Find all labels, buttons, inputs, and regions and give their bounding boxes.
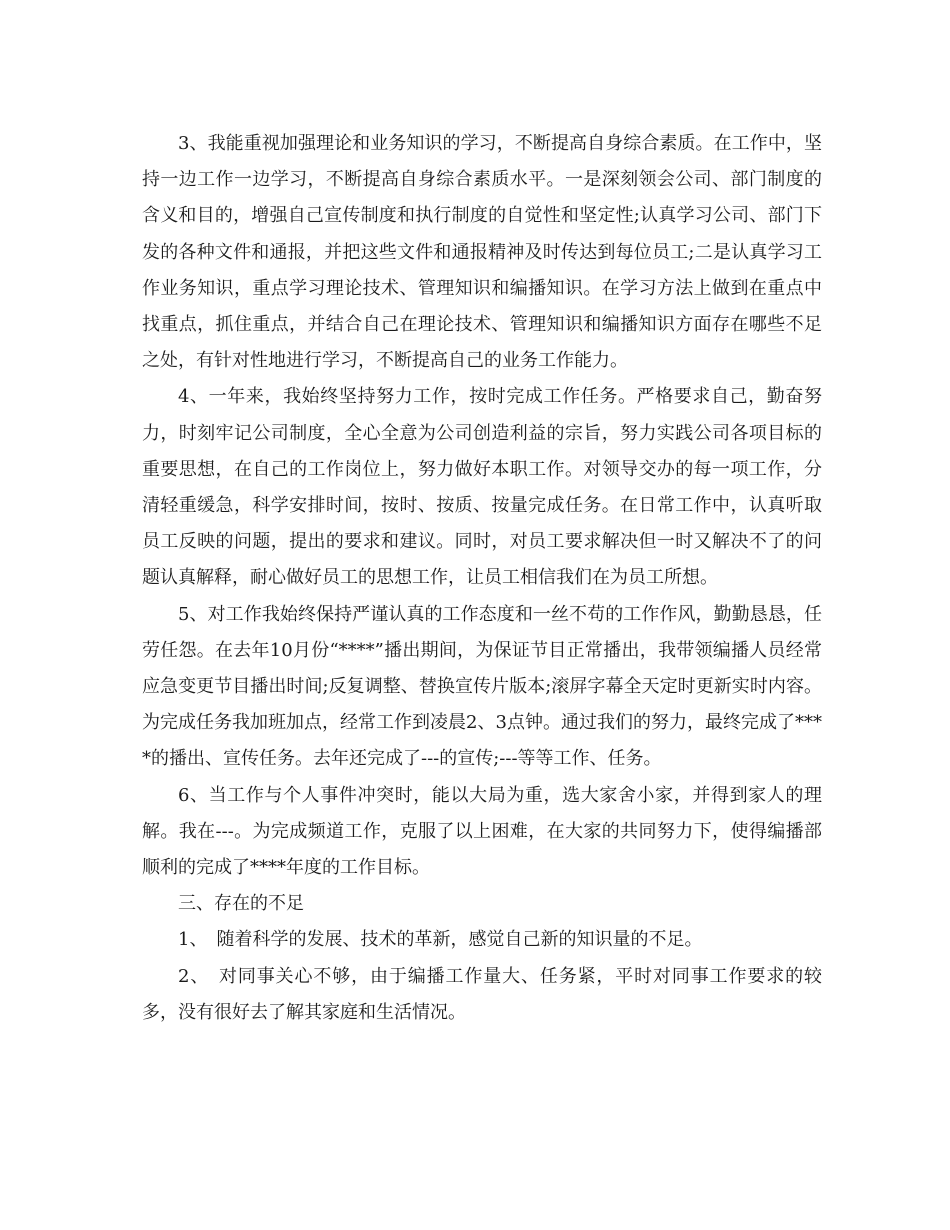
shortcoming-item-2: 2、 对同事关心不够，由于编播工作量大、任务紧，平时对同事工作要求的较多，没有很好去了解其家庭和生活情况。 bbox=[142, 965, 822, 1023]
document-body bbox=[142, 126, 822, 1031]
paragraph-priorities: 6、当工作与个人事件冲突时，能以大局为重，选大家舍小家，并得到家人的理解。我在---。为完成频道工作，克服了以上困难，在大家的共同努力下，使得编播部顺利的完成了****年度的工作目标。 bbox=[142, 784, 822, 879]
paragraph-diligence: 4、一年来，我始终坚持努力工作，按时完成工作任务。严格要求自己，勤奋努力，时刻牢记公司制度，全心全意为公司创造利益的宗旨，努力实践公司各项目标的重要思想，在自己的工作岗位上，努力做好本职工作。对领导交办的每一项工作，分清轻重缓急，科学安排时间，按时、按质、按量完成任务。在日常工作中，认真听取员工反映的问题，提出的要求和建议。同时，对员工要求解决但一时又解决不了的问题认真解释，耐心做好员工的思想工作，让员工相信我们在为员工所想。 bbox=[142, 386, 822, 589]
paragraph-study: 3、我能重视加强理论和业务知识的学习，不断提高自身综合素质。在工作中，坚持一边工作一边学习，不断提高自身综合素质水平。一是深刻领会公司、部门制度的含义和目的，增强自己宣传制度和执行制度的自觉性和坚定性;认真学习公司、部门下发的各种文件和通报，并把这些文件和通报精神及时传达到每位员工;二是认真学习工作业务知识，重点学习理论技术、管理知识和编播知识。在学习方法上做到在重点中找重点，抓住重点，并结合自己在理论技术、管理知识和编播知识方面存在哪些不足之处，有针对性地进行学习，不断提高自己的业务工作能力。 bbox=[142, 133, 822, 372]
shortcoming-item-1: 1、 随着科学的发展、技术的革新，感觉自己新的知识量的不足。 bbox=[178, 929, 703, 951]
paragraph-attitude: 5、对工作我始终保持严谨认真的工作态度和一丝不苟的工作作风，勤勤恳恳，任劳任怨。在去年10月份“****”播出期间，为保证节目正常播出，我带领编播人员经常应急变更节目播出时间;反复调整、替换宣传片版本;滚屏字幕全天定时更新实时内容。为完成任务我加班加点，经常工作到凌晨2、3点钟。通过我们的努力，最终完成了****的播出、宣传任务。去年还完成了---的宣传;---等等工作、任务。 bbox=[142, 603, 822, 770]
section-heading-shortcomings: 三、存在的不足 bbox=[178, 893, 304, 915]
